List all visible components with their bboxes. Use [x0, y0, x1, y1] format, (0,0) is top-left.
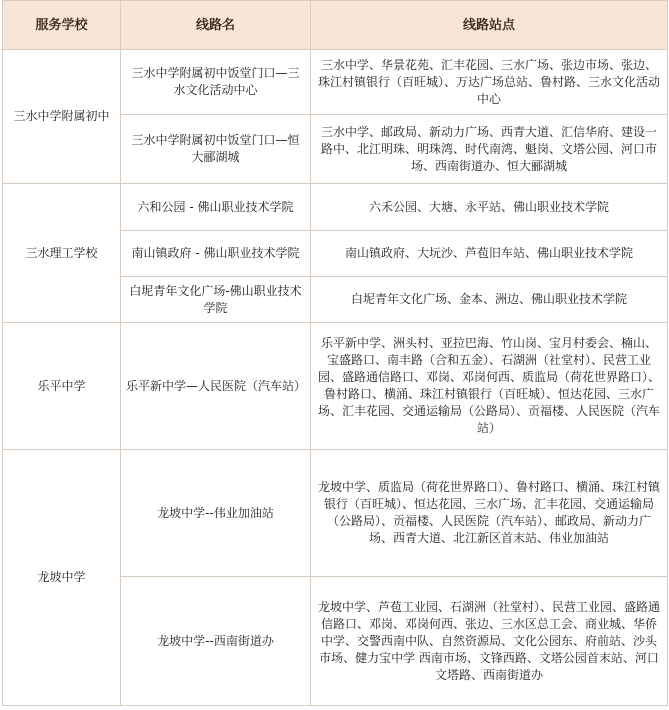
school-cell: 乐平中学: [3, 323, 121, 450]
stops-cell: 龙坡中学、芦苞工业园、石湖洲（社堂村）、民营工业园、盛路通信路口、邓岗、邓岗何西、张边、三水区总工会、商业城、华侨中学、交警西南中队、自然资源局、文化公园东、府前站、沙头市场、健力宝中学 西南市场、文锋西路、文塔公园首末站、河口文塔路、西南街道办: [311, 577, 668, 706]
header-school: 服务学校: [3, 1, 121, 50]
route-cell: 南山镇政府 - 佛山职业技术学院: [121, 231, 311, 277]
header-stops: 线路站点: [311, 1, 668, 50]
route-cell: 六和公园 - 佛山职业技术学院: [121, 184, 311, 231]
stops-cell: 六禾公园、大塘、永平站、佛山职业技术学院: [311, 184, 668, 231]
header-row: [3, 1, 668, 50]
table-row: [3, 50, 668, 115]
route-cell: 三水中学附属初中饭堂门口—恒大郦湖城: [121, 115, 311, 184]
stops-cell: 乐平新中学、洲头村、亚拉巴海、竹山岗、宝月村委会、楠山、宝盛路口、南丰路（合和五金）、石湖洲（社堂村）、民营工业园、盛路通信路口、邓岗、邓岗何西、质监局（荷花世界路口）、鲁村路口、横涌、珠江村镇银行（百旺城）、恒达花园、三水广场、汇丰花园、交通运输局（公路局）、贡福楼、人民医院（汽车站）: [311, 323, 668, 450]
stops-cell: 南山镇政府、大坃沙、芦苞旧车站、佛山职业技术学院: [311, 231, 668, 277]
table-row: [3, 323, 668, 450]
route-cell: 乐平新中学—人民医院（汽车站）: [121, 323, 311, 450]
route-cell: 龙坡中学--西南街道办: [121, 577, 311, 706]
stops-cell: 白坭青年文化广场、金本、洲边、佛山职业技术学院: [311, 277, 668, 323]
table-row: [3, 184, 668, 231]
school-cell: 三水中学附属初中: [3, 50, 121, 184]
stops-cell: 龙坡中学、质监局（荷花世界路口）、鲁村路口、横涌、珠江村镇银行（百旺城）、恒达花园、三水广场、汇丰花园、交通运输局（公路局）、贡福楼、人民医院（汽车站）、邮政局、新动力广场、西青大道、北江新区首末站、伟业加油站: [311, 450, 668, 577]
route-cell: 龙坡中学--伟业加油站: [121, 450, 311, 577]
school-cell: 龙坡中学: [3, 450, 121, 706]
route-cell: 三水中学附属初中饭堂门口—三水文化活动中心: [121, 50, 311, 115]
table-row: [3, 450, 668, 577]
route-cell: 白坭青年文化广场-佛山职业技术学院: [121, 277, 311, 323]
school-cell: 三水理工学校: [3, 184, 121, 323]
stops-cell: 三水中学、邮政局、新动力广场、西青大道、汇信华府、建设一路中、北江明珠、明珠湾、时代南湾、魁岗、文塔公园、河口市场、西南街道办、恒大郦湖城: [311, 115, 668, 184]
stops-cell: 三水中学、华景花苑、汇丰花园、三水广场、张边市场、张边、珠江村镇银行（百旺城）、万达广场总站、鲁村路、三水文化活动中心: [311, 50, 668, 115]
header-route: 线路名: [121, 1, 311, 50]
bus-routes-table: [2, 0, 668, 706]
